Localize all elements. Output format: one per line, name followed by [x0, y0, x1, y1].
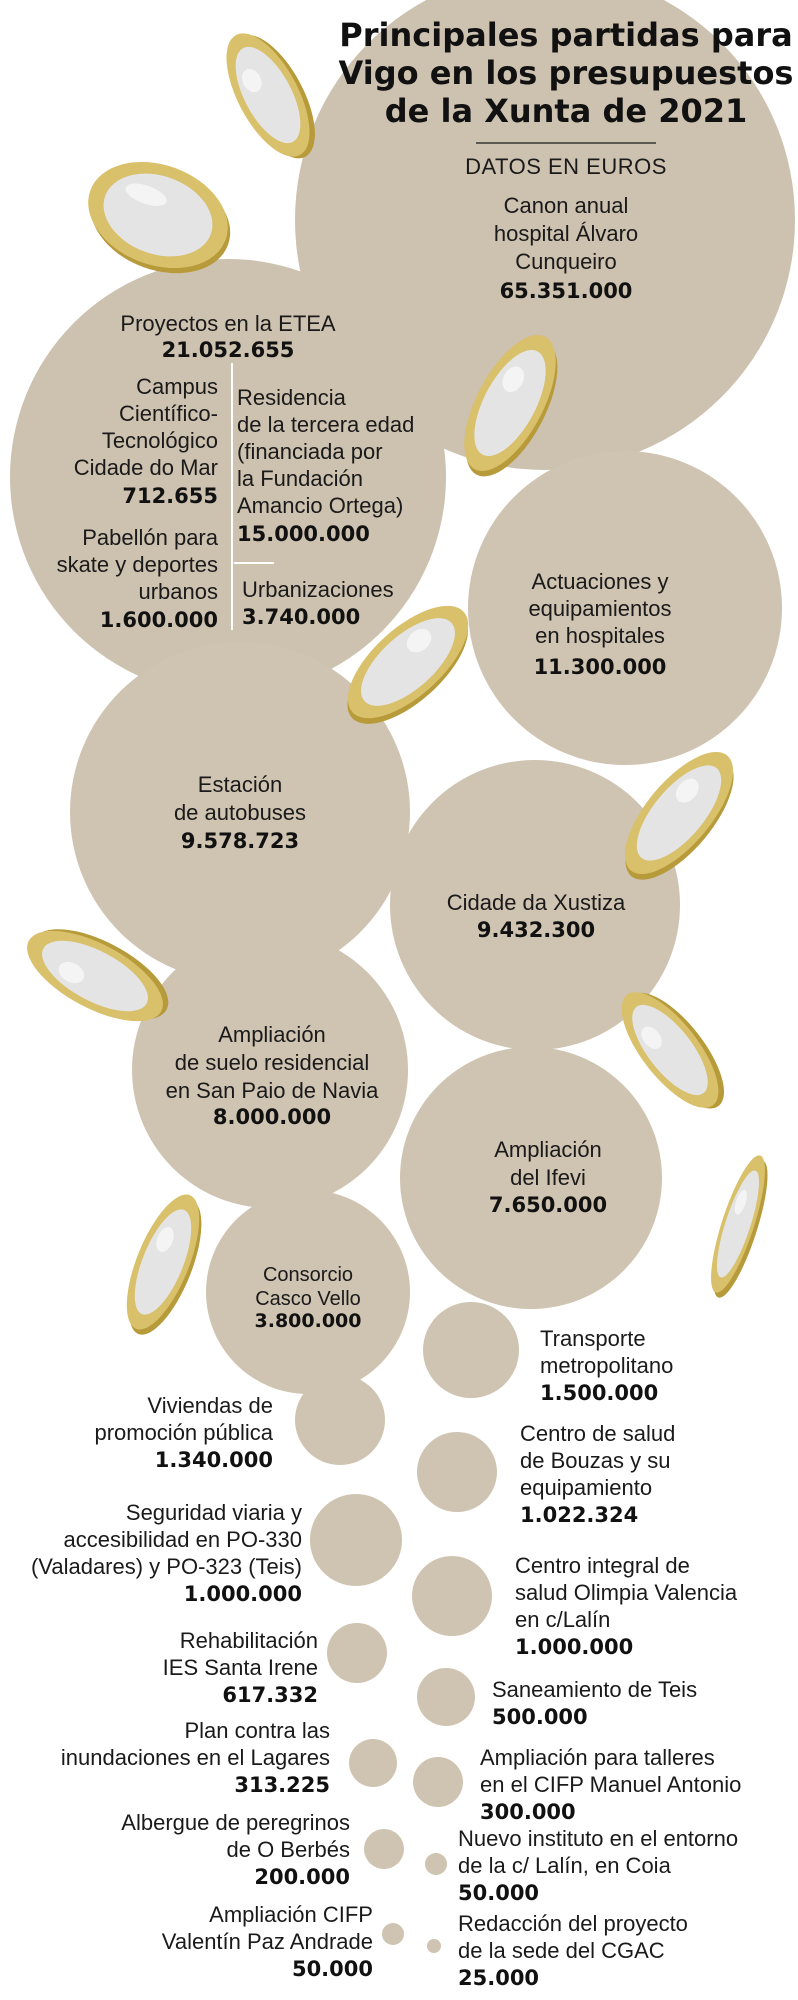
bubble-value: 65.351.000	[499, 279, 633, 303]
chart-title: de la Xunta de 2021	[384, 92, 748, 130]
bubble-label: Consorcio	[262, 1264, 354, 1286]
bubble-15	[310, 1494, 402, 1586]
bubble-label: Canon anual	[503, 193, 629, 218]
bubble-21	[364, 1829, 404, 1869]
bubble-label: Nuevo instituto en el entorno	[458, 1826, 739, 1851]
bubble-22	[425, 1853, 447, 1875]
bubble-value: 21.052.655	[161, 338, 295, 362]
bubble-label: urbanos	[138, 579, 218, 604]
bubble-label: metropolitano	[540, 1353, 674, 1378]
bubble-value: 25.000	[458, 1966, 540, 1990]
bubble-label: Pabellón para	[82, 525, 218, 550]
bubble-label: IES Santa Irene	[162, 1655, 318, 1680]
bubble-label: (Valadares) y PO-323 (Teis)	[30, 1554, 302, 1579]
bubble-value: 9.432.300	[476, 918, 596, 942]
bubble-label: promoción pública	[94, 1420, 273, 1445]
bubble-12	[423, 1302, 519, 1398]
bubble-label: Ampliación para talleres	[480, 1745, 715, 1770]
bubble-label: salud Olimpia Valencia	[515, 1580, 738, 1605]
bubble-label: de suelo residencial	[174, 1050, 370, 1075]
bubble-label: inundaciones en el Lagares	[60, 1745, 330, 1770]
bubble-label: Tecnológico	[101, 428, 218, 453]
bubble-value: 1.000.000	[183, 1582, 302, 1606]
bubble-label: Albergue de peregrinos	[121, 1810, 350, 1835]
bubble-23	[382, 1923, 404, 1945]
bubble-label: Residencia	[237, 385, 346, 410]
chart-title: Principales partidas para	[339, 16, 793, 54]
bubble-label: Plan contra las	[184, 1718, 330, 1743]
bubble-label: Cidade do Mar	[73, 455, 218, 480]
bubble-14	[417, 1432, 497, 1512]
bubble-label: en c/Lalín	[515, 1607, 611, 1632]
bubble-label: de autobuses	[173, 800, 307, 825]
bubble-value: 200.000	[254, 1865, 350, 1889]
bubble-value: 15.000.000	[237, 522, 370, 546]
bubble-label: Amancio Ortega)	[237, 493, 404, 518]
bubble-label: (financiada por	[237, 439, 383, 464]
chart-title: Vigo en los presupuestos	[338, 54, 794, 92]
bubble-value: 50.000	[458, 1881, 540, 1905]
bubble-label: Ampliación	[494, 1137, 602, 1162]
bubble-value: 8.000.000	[212, 1105, 332, 1129]
bubble-16	[412, 1556, 492, 1636]
bubble-label: equipamiento	[520, 1475, 653, 1500]
bubble-label: Científico-	[118, 401, 218, 426]
bubble-label: Actuaciones y	[531, 569, 669, 594]
bubble-value: 3.800.000	[254, 1310, 362, 1332]
bubble-label: de la c/ Lalín, en Coia	[458, 1853, 671, 1878]
bubble-label: Estación	[197, 772, 283, 797]
bubble-label: Cidade da Xustiza	[446, 890, 626, 915]
bubble-label: accesibilidad en PO-330	[63, 1527, 302, 1552]
bubble-label: de la tercera edad	[237, 412, 415, 437]
bubble-18	[417, 1668, 475, 1726]
bubble-label: Cunqueiro	[515, 249, 617, 274]
bubble-label: de Bouzas y su	[520, 1448, 671, 1473]
coin-icon	[699, 1151, 779, 1303]
bubble-label: Casco Vello	[255, 1288, 361, 1310]
bubble-label: Transporte	[540, 1326, 646, 1351]
bubble-20	[413, 1757, 463, 1807]
bubble-label: Ampliación CIFP	[209, 1902, 373, 1927]
bubble-label: en hospitales	[535, 623, 665, 648]
bubble-19	[349, 1739, 397, 1787]
bubble-label: de O Berbés	[226, 1837, 350, 1862]
bubble-value: 617.332	[222, 1683, 318, 1707]
bubble-24	[427, 1939, 441, 1953]
bubble-17	[327, 1623, 387, 1683]
bubble-value: 1.500.000	[540, 1381, 659, 1405]
bubble-label: Ampliación	[218, 1022, 326, 1047]
bubble-label: Urbanizaciones	[242, 577, 394, 602]
bubble-label: del Ifevi	[510, 1165, 586, 1190]
coin-icon	[110, 1186, 217, 1344]
bubble-label: equipamientos	[528, 596, 672, 621]
chart-subtitle: DATOS EN EUROS	[465, 154, 667, 179]
bubble-value: 1.000.000	[515, 1635, 634, 1659]
bubble-value: 1.340.000	[154, 1448, 273, 1472]
bubble-label: Rehabilitación	[179, 1628, 318, 1653]
bubble-label: de la sede del CGAC	[458, 1938, 665, 1963]
bubble-label: Seguridad viaria y	[125, 1500, 302, 1525]
bubble-value: 300.000	[480, 1800, 576, 1824]
bubble-label: Centro de salud	[520, 1421, 676, 1446]
bubble-13	[295, 1375, 385, 1465]
bubble-value: 50.000	[291, 1957, 373, 1981]
bubble-value: 7.650.000	[488, 1193, 608, 1217]
bubble-label: la Fundación	[237, 466, 363, 491]
bubble-label: Centro integral de	[515, 1553, 690, 1578]
bubble-label: skate y deportes	[56, 552, 218, 577]
bubble-label: Saneamiento de Teis	[492, 1677, 698, 1702]
bubble-value: 11.300.000	[533, 655, 667, 679]
bubble-value: 1.600.000	[99, 608, 218, 632]
bubble-label: en el CIFP Manuel Antonio	[480, 1772, 742, 1797]
bubble-label: en San Paio de Navia	[165, 1078, 379, 1103]
bubble-label: Proyectos en la ETEA	[120, 311, 336, 336]
bubble-value: 712.655	[122, 484, 218, 508]
bubble-label: Campus	[136, 374, 218, 399]
bubble-value: 9.578.723	[180, 829, 300, 853]
bubble-value: 3.740.000	[242, 605, 361, 629]
bubble-label: hospital Álvaro	[493, 221, 639, 246]
bubble-value: 1.022.324	[520, 1503, 639, 1527]
bubble-label: Valentín Paz Andrade	[161, 1929, 373, 1954]
bubble-value: 500.000	[492, 1705, 588, 1729]
bubble-value: 313.225	[234, 1773, 330, 1797]
bubble-label: Viviendas de	[147, 1393, 273, 1418]
bubble-label: Redacción del proyecto	[458, 1911, 688, 1936]
